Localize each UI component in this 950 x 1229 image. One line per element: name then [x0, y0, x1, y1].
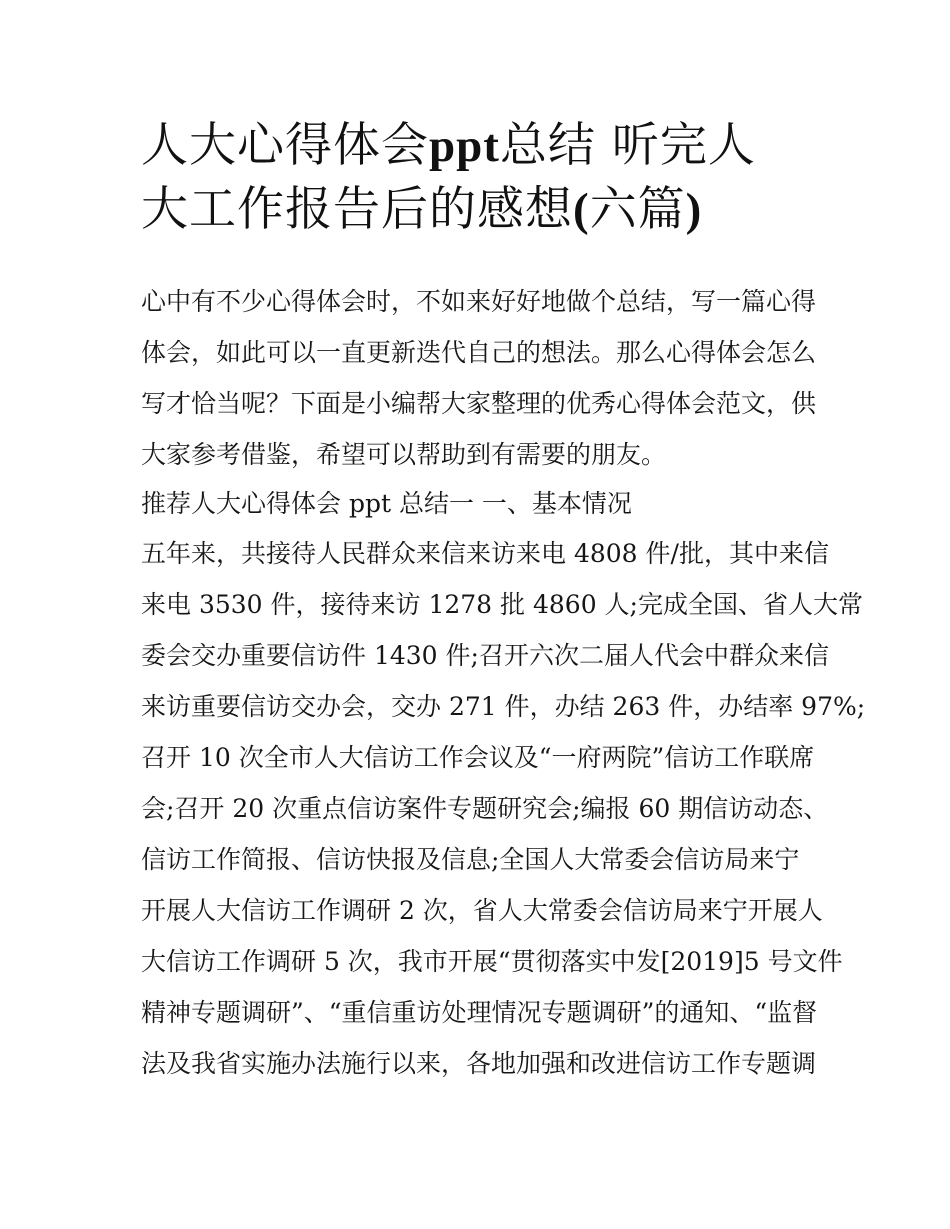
body-line-1: 心中有不少心得体会时，不如来好好地做个总结，写一篇心得 [141, 287, 817, 316]
body-line-15: 精神专题调研”、“重信重访处理情况专题调研”的通知、“监督 [141, 998, 818, 1027]
body-line-16: 法及我省实施办法施行以来，各地加强和改进信访工作专题调 [141, 1049, 817, 1078]
document-title [141, 114, 821, 242]
title-text-4: 六篇 [589, 182, 686, 237]
body-line-8: 委会交办重要信访件 1430 件;召开六次二届人代会中群众来信 [141, 641, 829, 670]
body-line-4: 大家参考借鉴，希望可以帮助到有需要的朋友。 [141, 440, 667, 469]
body-line-12: 信访工作简报、信访快报及信息;全国人大常委会信访局来宁 [141, 845, 800, 874]
body-line-11: 会;召开 20 次重点信访案件专题研究会;编报 60 期信访动态、 [141, 794, 829, 823]
section-heading: 推荐人大心得体会 ppt 总结一 一、基本情况 [141, 489, 632, 518]
body-line-14: 大信访工作调研 5 次，我市开展“贯彻落实中发[2019]5 号文件 [141, 947, 843, 976]
title-paren-close: ) [685, 184, 703, 236]
body-line-2: 体会，如此可以一直更新迭代自己的想法。那么心得体会怎么 [141, 338, 817, 367]
body-line-3: 写才恰当呢？下面是小编帮大家整理的优秀心得体会范文，供 [141, 389, 817, 418]
body-line-10: 召开 10 次全市人大信访工作会议及“一府两院”信访工作联席 [141, 743, 815, 772]
body-line-6: 五年来，共接待人民群众来信来访来电 4808 件/批，其中来信 [141, 539, 829, 568]
body-line-13: 开展人大信访工作调研 2 次，省人大常委会信访局来宁开展人 [141, 896, 823, 925]
body-line-9: 来访重要信访交办会，交办 271 件，办结 263 件，办结率 97%; [141, 692, 866, 721]
title-text-3: 大工作报告后的感想 [141, 182, 573, 237]
title-text-ppt: ppt [429, 120, 500, 172]
body-line-7: 来电 3530 件，接待来访 1278 批 4860 人;完成全国、省人大常 [141, 590, 863, 619]
title-text-1: 人大心得体会 [141, 118, 429, 173]
document-body [141, 276, 866, 1089]
title-paren-open: ( [573, 184, 590, 236]
title-text-2: 总结 听完人 [499, 118, 756, 173]
